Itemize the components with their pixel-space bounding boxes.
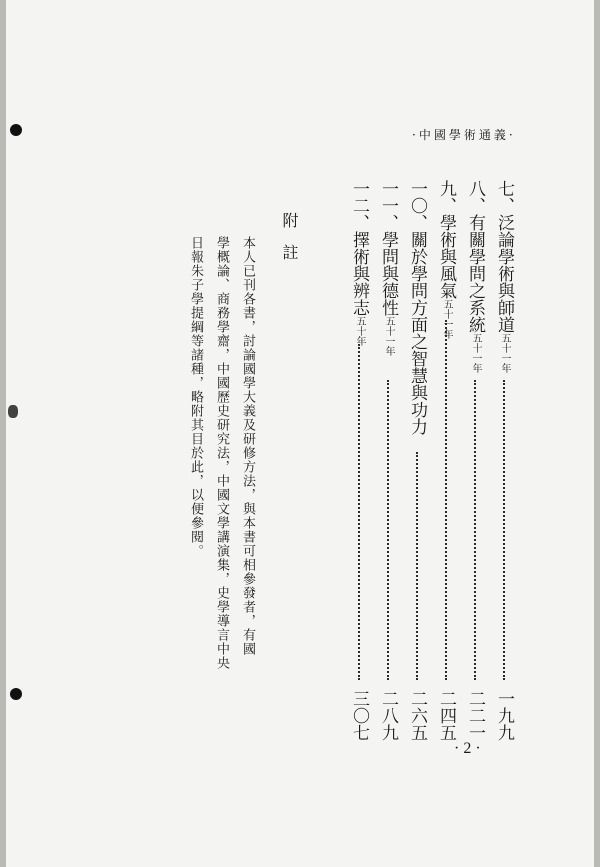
scan-edge-left [0, 0, 6, 867]
toc-entry-page: 三〇七 [349, 690, 369, 741]
binder-hole-top [10, 124, 22, 136]
toc-entry-year: 五十一年 [441, 299, 452, 339]
ink-blot [8, 405, 18, 418]
toc-entry-number: 九、 [436, 180, 456, 214]
running-header: ·中國學術通義· [412, 128, 516, 142]
toc-entry-page: 二二一 [465, 690, 485, 741]
scan-edge-right [594, 0, 600, 867]
toc-entry-year: 五十一年 [470, 333, 481, 373]
page-number: · 2 · [454, 740, 481, 757]
toc-leader-dots [358, 344, 360, 680]
note-text-line: 學概論、商務學齋，中國歷史研究法，中國文學講演集，史學導言中央 [214, 236, 229, 670]
toc-entry-number: 八、 [465, 180, 485, 214]
toc-entry [348, 180, 370, 346]
toc-leader-dots [387, 380, 389, 680]
toc-entry-title: 泛論學術與師道 [494, 214, 514, 333]
toc-entry-page: 二四五 [436, 690, 456, 741]
toc-entry-number: 七、 [494, 180, 514, 214]
note-heading: 附註 [280, 212, 299, 276]
binder-hole-bottom [10, 688, 22, 700]
toc-entry-title: 學術與風氣 [436, 214, 456, 299]
note-text-line: 本人已刊各書，討論國學大義及研修方法，與本書可相參發者，有國 [240, 236, 255, 656]
toc-entry-title: 有關學問之系統 [465, 214, 485, 333]
toc-leader-dots [503, 380, 505, 680]
toc-entry-year: 五十年 [354, 316, 365, 346]
toc-entry-number: 一〇、 [407, 180, 427, 231]
toc-entry-year: 五十一年 [383, 316, 394, 356]
toc-entry-page: 一九九 [494, 690, 514, 741]
toc-entry [435, 180, 457, 339]
toc-entry-title: 關於學問方面之智慧與功力 [407, 231, 427, 435]
toc-entry-title: 擇術與辨志 [349, 231, 369, 316]
toc-entry-page: 二六五 [407, 690, 427, 741]
toc-entry-year: 五十一年 [499, 333, 510, 373]
toc-leader-dots [445, 320, 447, 680]
toc-leader-dots [416, 452, 418, 680]
toc-entry [464, 180, 486, 373]
note-text-line: 日報朱子學提綱等諸種，略附其目於此，以便參閱。 [188, 236, 203, 558]
toc-leader-dots [474, 380, 476, 680]
toc-entry-page: 二八九 [378, 690, 398, 741]
toc-entry-number: 一二、 [349, 180, 369, 231]
toc-entry-title: 學問與德性 [378, 231, 398, 316]
toc-entry [406, 180, 428, 435]
toc-entry-number: 一一、 [378, 180, 398, 231]
toc-entry [377, 180, 399, 356]
toc-entry [493, 180, 515, 373]
